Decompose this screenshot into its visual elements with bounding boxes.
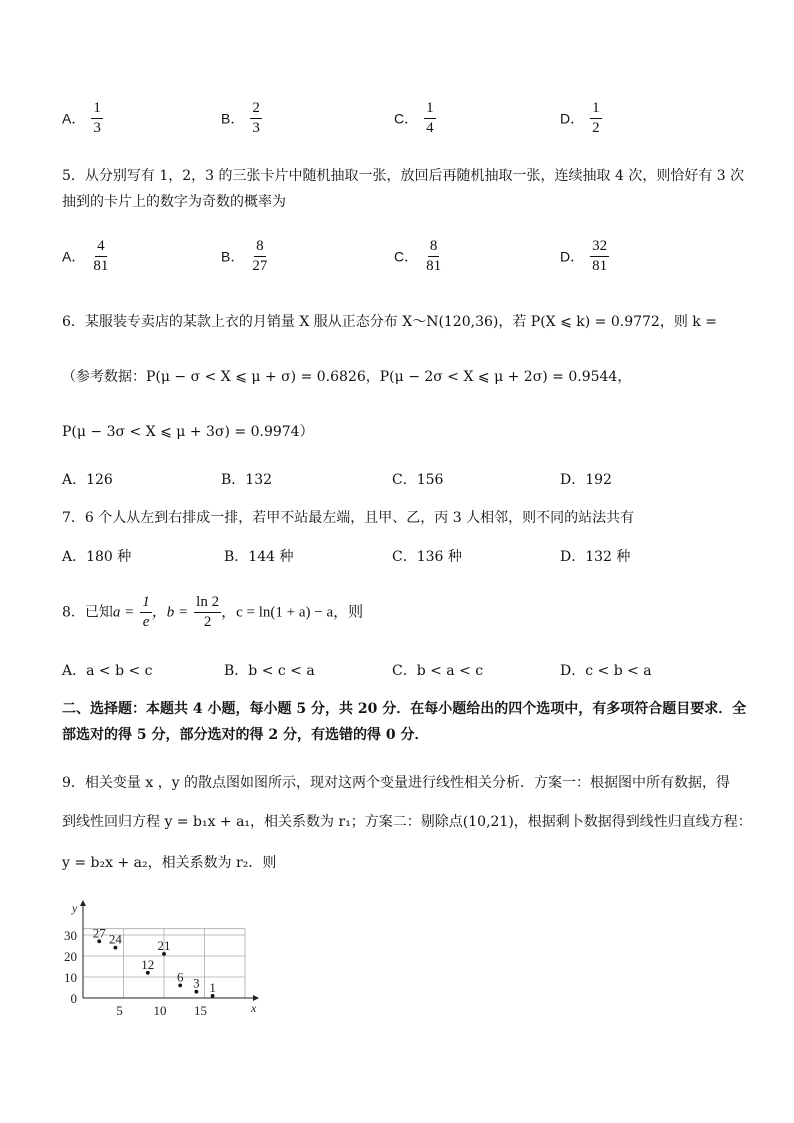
q5-option-d (560, 238, 609, 275)
q8-option-d: D．c < b < a (560, 663, 652, 679)
q9-stem-line3: y = b₂x + a₂，相关系数为 r₂．则 (62, 855, 277, 871)
data-label: 6 (176, 969, 184, 985)
fraction (590, 100, 602, 137)
numerator: 1 (140, 594, 152, 613)
fraction (590, 238, 609, 275)
fraction (424, 100, 436, 137)
option-label: A． (62, 248, 86, 265)
q4-option-c (394, 100, 436, 137)
fraction (250, 238, 269, 275)
section2-heading-line1: 二、选择题：本题共 4 小题，每小题 5 分，共 20 分．在每小题给出的四个选项中，有多项符合题目要求．全 (62, 701, 747, 717)
denominator: 2 (203, 614, 212, 630)
section2-heading-line2: 部选对的得 5 分，部分选对的得 2 分，有选错的得 0 分． (62, 727, 429, 743)
q8-option-a: A．a < b < c (62, 663, 153, 679)
numerator: 1 (424, 100, 436, 119)
y-axis-label: y (72, 901, 78, 915)
denominator: 81 (592, 258, 608, 274)
numerator: ln 2 (194, 594, 221, 613)
q6-stem-line3: P(μ − 3σ < X ⩽ μ + 3σ) = 0.9974） (62, 424, 314, 440)
y-axis-arrow (80, 900, 86, 906)
option-label: B． (221, 110, 245, 127)
option-label: D． (560, 248, 585, 265)
y-tick-label: 30 (64, 928, 77, 943)
q6-option-c: C．156 (392, 472, 444, 488)
y-tick-label: 20 (64, 949, 77, 964)
data-label: 21 (157, 937, 171, 953)
scatter-plot (58, 896, 268, 1020)
numerator: 32 (590, 238, 609, 257)
denominator: 27 (252, 258, 268, 274)
q8-a-lhs: a = (112, 604, 135, 621)
data-label: 24 (108, 931, 122, 947)
q8-option-b: B．b < c < a (224, 663, 315, 679)
option-label: B． (221, 248, 245, 265)
q7-option-a: A．180 种 (62, 549, 132, 565)
q8-b-lhs: ，b = (151, 604, 189, 621)
q8-stem (62, 594, 363, 631)
q5-option-b (221, 238, 269, 275)
q5-option-a (62, 238, 110, 275)
x-tick-label: 10 (153, 1003, 167, 1018)
q6-stem-line1: 6．某服装专卖店的某款上衣的月销量 X 服从正态分布 X～N(120,36)，若 P(X ⩽ k) = 0.9772，则 k = (62, 314, 717, 330)
option-label: C． (394, 248, 419, 265)
option-label: C． (394, 110, 419, 127)
q8-prefix: 8．已知 (62, 604, 113, 621)
denominator: 3 (252, 120, 260, 136)
denominator: 81 (426, 258, 442, 274)
x-tick-label: 5 (116, 1003, 123, 1018)
q6-option-b: B．132 (221, 472, 273, 488)
q8-rest: ，c = ln(1 + a) − a，则 (221, 604, 364, 621)
x-tick-label: 15 (194, 1003, 207, 1018)
q5-option-c (394, 238, 443, 275)
y-tick-label: 10 (64, 970, 77, 985)
q6-option-d: D．192 (560, 472, 612, 488)
fraction (91, 238, 110, 275)
q7-stem: 7．6 个人从左到右排成一排，若甲不站最左端，且甲、乙，丙 3 人相邻，则不同的站法共有 (62, 510, 635, 526)
data-label: 3 (193, 975, 200, 991)
numerator: 2 (250, 100, 262, 119)
data-label: 1 (209, 979, 216, 995)
y-tick-label: 0 (70, 991, 77, 1006)
numerator: 8 (254, 238, 266, 257)
q5-stem-line1: 5．从分别写有 1，2，3 的三张卡片中随机抽取一张，放回后再随机抽取一张，连续抽取 4 次，则恰好有 3 次 (62, 168, 745, 184)
data-label: 27 (92, 925, 106, 941)
numerator: 1 (91, 100, 103, 119)
option-label: A． (62, 110, 86, 127)
denominator: e (142, 614, 150, 630)
fraction (424, 238, 443, 275)
numerator: 1 (590, 100, 602, 119)
q5-stem-line2: 抽到的卡片上的数字为奇数的概率为 (62, 194, 286, 210)
option-label: D． (560, 110, 585, 127)
denominator: 2 (592, 120, 600, 136)
numerator: 8 (428, 238, 440, 257)
fraction (91, 100, 103, 137)
x-axis-label: x (251, 1001, 257, 1015)
q4-option-a (62, 100, 103, 137)
fraction (250, 100, 262, 137)
denominator: 4 (426, 120, 434, 136)
q7-option-b: B．144 种 (224, 549, 294, 565)
q4-option-b (221, 100, 262, 137)
denominator: 3 (93, 120, 101, 136)
q8-a-fraction (140, 594, 152, 631)
data-label: 12 (141, 956, 155, 972)
q9-stem-line1: 9．相关变量 x ，y 的散点图如图所示，现对这两个变量进行线性相关分析．方案一：根据图中所有数据，得 (62, 775, 731, 791)
q4-option-d (560, 100, 602, 137)
q7-option-d: D．132 种 (560, 549, 631, 565)
q6-option-a: A．126 (62, 472, 113, 488)
q8-b-fraction (194, 594, 221, 631)
q7-option-c: C．136 种 (392, 549, 462, 565)
q8-option-c: C．b < a < c (392, 663, 484, 679)
q9-stem-line2: 到线性回归方程 y = b₁x + a₁，相关系数为 r₁；方案二：剔除点(10,21)，根据剩卜数据得到线性归直线方程： (62, 814, 752, 830)
denominator: 81 (93, 258, 109, 274)
q6-stem-line2: （参考数据：P(μ − σ < X ⩽ μ + σ) = 0.6826，P(μ − 2σ < X ⩽ μ + 2σ) = 0.9544， (62, 369, 632, 385)
numerator: 4 (95, 238, 107, 257)
